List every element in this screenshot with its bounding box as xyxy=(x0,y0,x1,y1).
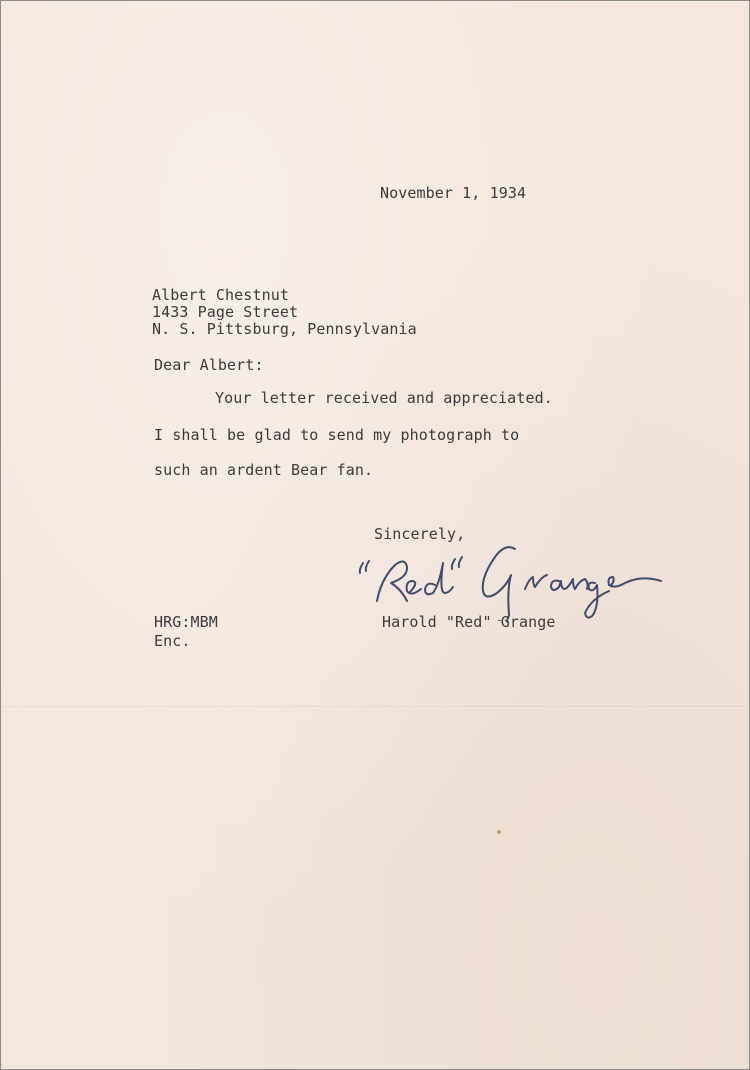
typed-signature-name: Harold "Red" Grange xyxy=(382,613,556,631)
letter-date: November 1, 1934 xyxy=(380,184,527,202)
closing: Sincerely, xyxy=(374,525,466,543)
recipient-street: 1433 Page Street xyxy=(152,303,299,321)
body-line-1: Your letter received and appreciated. xyxy=(215,389,553,407)
recipient-name: Albert Chestnut xyxy=(152,286,289,304)
body-line-2: I shall be glad to send my photograph to xyxy=(154,426,520,444)
paper-speck xyxy=(497,830,501,834)
enclosure-note: Enc. xyxy=(154,632,191,650)
handwritten-signature xyxy=(355,541,665,621)
recipient-city: N. S. Pittsburg, Pennsylvania xyxy=(152,320,417,338)
body-line-3: such an ardent Bear fan. xyxy=(154,461,374,479)
paper-fold xyxy=(1,706,749,708)
reference-initials: HRG:MBM xyxy=(154,613,218,631)
salutation: Dear Albert: xyxy=(154,356,264,374)
